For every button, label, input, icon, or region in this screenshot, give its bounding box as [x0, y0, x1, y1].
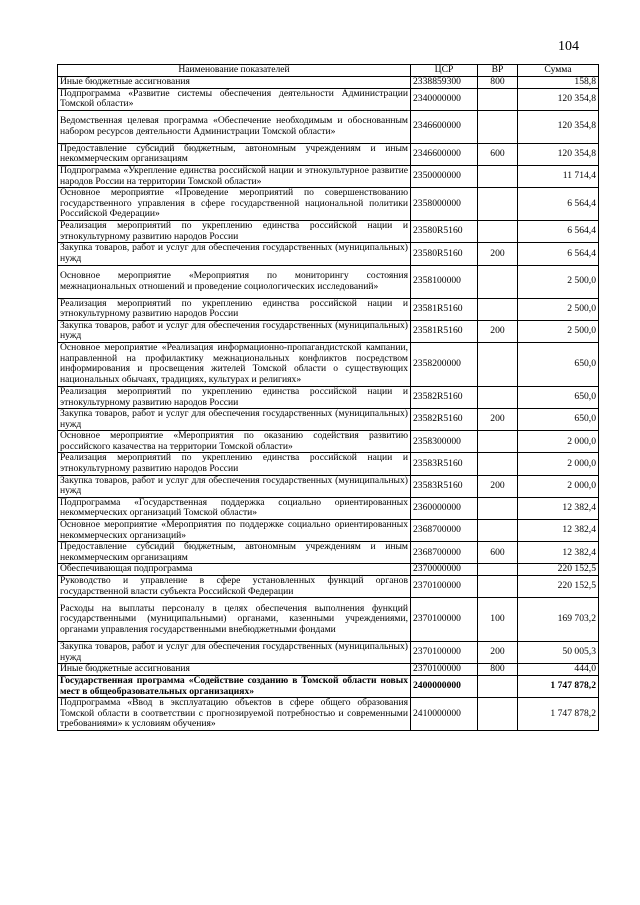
row-vr-cell: 200	[478, 320, 518, 342]
table-row	[58, 598, 599, 642]
row-csr-cell: 23581R5160	[411, 320, 478, 342]
row-sum-cell: 12 382,4	[518, 542, 599, 564]
table-row	[58, 77, 599, 89]
row-vr-cell: 200	[478, 243, 518, 265]
table-row	[58, 520, 599, 542]
row-csr-cell: 2370100000	[411, 598, 478, 642]
row-vr-cell	[478, 431, 518, 453]
row-name-cell: Реализация мероприятий по укреплению единства российской нации и этнокультурному развитию народов России	[58, 386, 411, 408]
row-name-cell: Подпрограмма «Развитие системы обеспечения деятельности Администрации Томской области»	[58, 88, 411, 110]
row-vr-cell	[478, 88, 518, 110]
row-name-cell: Предоставление субсидий бюджетным, автономным учреждениям и иным некоммерческим организациям	[58, 143, 411, 165]
row-name-cell: Обеспечивающая подпрограмма	[58, 564, 411, 576]
row-vr-cell	[478, 221, 518, 243]
budget-table	[57, 64, 599, 731]
row-sum-cell: 50 005,3	[518, 642, 599, 664]
row-name-cell: Реализация мероприятий по укреплению единства российской нации и этнокультурному развитию народов России	[58, 453, 411, 475]
row-name-cell: Основное мероприятие «Мероприятия по оказанию содействия развитию российского казачества на территории Томской области»	[58, 431, 411, 453]
row-csr-cell: 2410000000	[411, 698, 478, 731]
row-sum-cell: 2 000,0	[518, 475, 599, 497]
row-sum-cell: 220 152,5	[518, 576, 599, 598]
row-vr-cell	[478, 520, 518, 542]
row-sum-cell: 12 382,4	[518, 497, 599, 519]
row-name-cell: Основное мероприятие «Проведение мероприятий по совершенствованию государственного управления в сфере государственной национальной политики Российской Федерации»	[58, 188, 411, 221]
row-name-cell: Подпрограмма «Государственная поддержка социально ориентированных некоммерческих организаций Томской области»	[58, 497, 411, 519]
row-vr-cell	[478, 165, 518, 187]
row-sum-cell: 6 564,4	[518, 221, 599, 243]
row-sum-cell: 1 747 878,2	[518, 675, 599, 697]
table-row	[58, 143, 599, 165]
row-sum-cell: 650,0	[518, 386, 599, 408]
row-csr-cell: 23583R5160	[411, 453, 478, 475]
row-sum-cell: 444,0	[518, 664, 599, 676]
row-name-cell: Предоставление субсидий бюджетным, автономным учреждениям и иным некоммерческим организациям	[58, 542, 411, 564]
row-name-cell: Реализация мероприятий по укреплению единства российской нации и этнокультурному развитию народов России	[58, 221, 411, 243]
row-vr-cell: 800	[478, 664, 518, 676]
row-name-cell: Руководство и управление в сфере установленных функций органов государственной власти субъекта Российской Федерации	[58, 576, 411, 598]
row-vr-cell	[478, 698, 518, 731]
row-csr-cell: 2360000000	[411, 497, 478, 519]
table-row	[58, 564, 599, 576]
row-csr-cell: 2340000000	[411, 88, 478, 110]
row-csr-cell: 2370000000	[411, 564, 478, 576]
table-row	[58, 698, 599, 731]
row-vr-cell	[478, 564, 518, 576]
row-name-cell: Закупка товаров, работ и услуг для обеспечения государственных (муниципальных) нужд	[58, 642, 411, 664]
row-vr-cell	[478, 675, 518, 697]
row-csr-cell: 2368700000	[411, 520, 478, 542]
header-vr: ВР	[478, 65, 518, 77]
table-row	[58, 431, 599, 453]
row-vr-cell	[478, 497, 518, 519]
row-sum-cell: 6 564,4	[518, 188, 599, 221]
table-row	[58, 165, 599, 187]
row-vr-cell: 200	[478, 642, 518, 664]
row-name-cell: Подпрограмма «Ввод в эксплуатацию объектов в сфере общего образования Томской области в соответствии с прогнозируемой потребностью и современными требованиями» к условиям обучения»	[58, 698, 411, 731]
row-csr-cell: 2370100000	[411, 576, 478, 598]
table-row	[58, 453, 599, 475]
row-csr-cell: 2346600000	[411, 110, 478, 143]
row-sum-cell: 12 382,4	[518, 520, 599, 542]
row-csr-cell: 23582R5160	[411, 386, 478, 408]
row-vr-cell	[478, 386, 518, 408]
row-sum-cell: 169 703,2	[518, 598, 599, 642]
row-vr-cell: 200	[478, 409, 518, 431]
row-csr-cell: 2358100000	[411, 265, 478, 298]
table-row	[58, 409, 599, 431]
table-row	[58, 497, 599, 519]
row-csr-cell: 2400000000	[411, 675, 478, 697]
page-number: 104	[558, 39, 579, 54]
row-csr-cell: 2358000000	[411, 188, 478, 221]
row-name-cell: Подпрограмма «Укрепление единства российской нации и этнокультурное развитие народов России на территории Томской области»	[58, 165, 411, 187]
row-csr-cell: 2368700000	[411, 542, 478, 564]
row-sum-cell: 1 747 878,2	[518, 698, 599, 731]
row-sum-cell: 220 152,5	[518, 564, 599, 576]
table-row	[58, 88, 599, 110]
row-vr-cell: 600	[478, 542, 518, 564]
row-sum-cell: 2 500,0	[518, 320, 599, 342]
row-csr-cell: 2338859300	[411, 77, 478, 89]
row-vr-cell	[478, 453, 518, 475]
row-name-cell: Государственная программа «Содействие созданию в Томской области новых мест в общеобразовательных организациях»	[58, 675, 411, 697]
row-sum-cell: 6 564,4	[518, 243, 599, 265]
row-vr-cell: 800	[478, 77, 518, 89]
table-row	[58, 243, 599, 265]
table-row	[58, 342, 599, 386]
row-sum-cell: 2 500,0	[518, 298, 599, 320]
table-row	[58, 576, 599, 598]
table-row	[58, 542, 599, 564]
table-row	[58, 320, 599, 342]
row-vr-cell	[478, 298, 518, 320]
row-name-cell: Ведомственная целевая программа «Обеспечение необходимым и обоснованным набором ресурсов деятельности Администрации Томской области»	[58, 110, 411, 143]
row-name-cell: Основное мероприятие «Реализация информационно-пропагандистской кампании, направленной на профилактику межнациональных конфликтов посредством информирования и просвещения жителей Томской области о существующих национальных обычаях, традициях, культурах и религиях»	[58, 342, 411, 386]
row-vr-cell	[478, 110, 518, 143]
row-sum-cell: 120 354,8	[518, 143, 599, 165]
row-csr-cell: 23580R5160	[411, 243, 478, 265]
row-sum-cell: 650,0	[518, 342, 599, 386]
row-vr-cell	[478, 342, 518, 386]
row-name-cell: Расходы на выплаты персоналу в целях обеспечения выполнения функций государственными (муниципальными) органами, казенными учреждениями, органами управления государственными внебюджетными фондами	[58, 598, 411, 642]
row-vr-cell	[478, 265, 518, 298]
row-csr-cell: 2358200000	[411, 342, 478, 386]
table-row	[58, 221, 599, 243]
row-sum-cell: 650,0	[518, 409, 599, 431]
row-csr-cell: 2350000000	[411, 165, 478, 187]
row-sum-cell: 120 354,8	[518, 88, 599, 110]
row-name-cell: Реализация мероприятий по укреплению единства российской нации и этнокультурному развитию народов России	[58, 298, 411, 320]
row-name-cell: Иные бюджетные ассигнования	[58, 664, 411, 676]
row-name-cell: Основное мероприятие «Мероприятия по мониторингу состояния межнациональных отношений и проведение социологических исследований»	[58, 265, 411, 298]
table-row	[58, 265, 599, 298]
row-csr-cell: 23581R5160	[411, 298, 478, 320]
row-name-cell: Закупка товаров, работ и услуг для обеспечения государственных (муниципальных) нужд	[58, 475, 411, 497]
table-row	[58, 642, 599, 664]
table-row	[58, 664, 599, 676]
table-body	[58, 77, 599, 731]
row-vr-cell	[478, 576, 518, 598]
row-vr-cell: 600	[478, 143, 518, 165]
row-name-cell: Закупка товаров, работ и услуг для обеспечения государственных (муниципальных) нужд	[58, 320, 411, 342]
row-csr-cell: 2370100000	[411, 664, 478, 676]
table-row	[58, 386, 599, 408]
row-sum-cell: 2 000,0	[518, 431, 599, 453]
row-csr-cell: 2358300000	[411, 431, 478, 453]
table-row	[58, 188, 599, 221]
row-sum-cell: 158,8	[518, 77, 599, 89]
table-row	[58, 675, 599, 697]
header-sum: Сумма	[518, 65, 599, 77]
row-name-cell: Иные бюджетные ассигнования	[58, 77, 411, 89]
row-vr-cell: 100	[478, 598, 518, 642]
row-csr-cell: 23580R5160	[411, 221, 478, 243]
row-name-cell: Закупка товаров, работ и услуг для обеспечения государственных (муниципальных) нужд	[58, 243, 411, 265]
row-vr-cell	[478, 188, 518, 221]
table-row	[58, 110, 599, 143]
row-csr-cell: 23583R5160	[411, 475, 478, 497]
table-header-row	[58, 65, 599, 77]
row-sum-cell: 120 354,8	[518, 110, 599, 143]
table-row	[58, 475, 599, 497]
table-row	[58, 298, 599, 320]
row-vr-cell: 200	[478, 475, 518, 497]
row-name-cell: Основное мероприятие «Мероприятия по поддержке социально ориентированных некоммерческих организаций»	[58, 520, 411, 542]
row-csr-cell: 2370100000	[411, 642, 478, 664]
row-csr-cell: 2346600000	[411, 143, 478, 165]
row-name-cell: Закупка товаров, работ и услуг для обеспечения государственных (муниципальных) нужд	[58, 409, 411, 431]
row-csr-cell: 23582R5160	[411, 409, 478, 431]
header-csr: ЦСР	[411, 65, 478, 77]
row-sum-cell: 11 714,4	[518, 165, 599, 187]
row-sum-cell: 2 500,0	[518, 265, 599, 298]
row-sum-cell: 2 000,0	[518, 453, 599, 475]
header-name: Наименование показателей	[58, 65, 411, 77]
